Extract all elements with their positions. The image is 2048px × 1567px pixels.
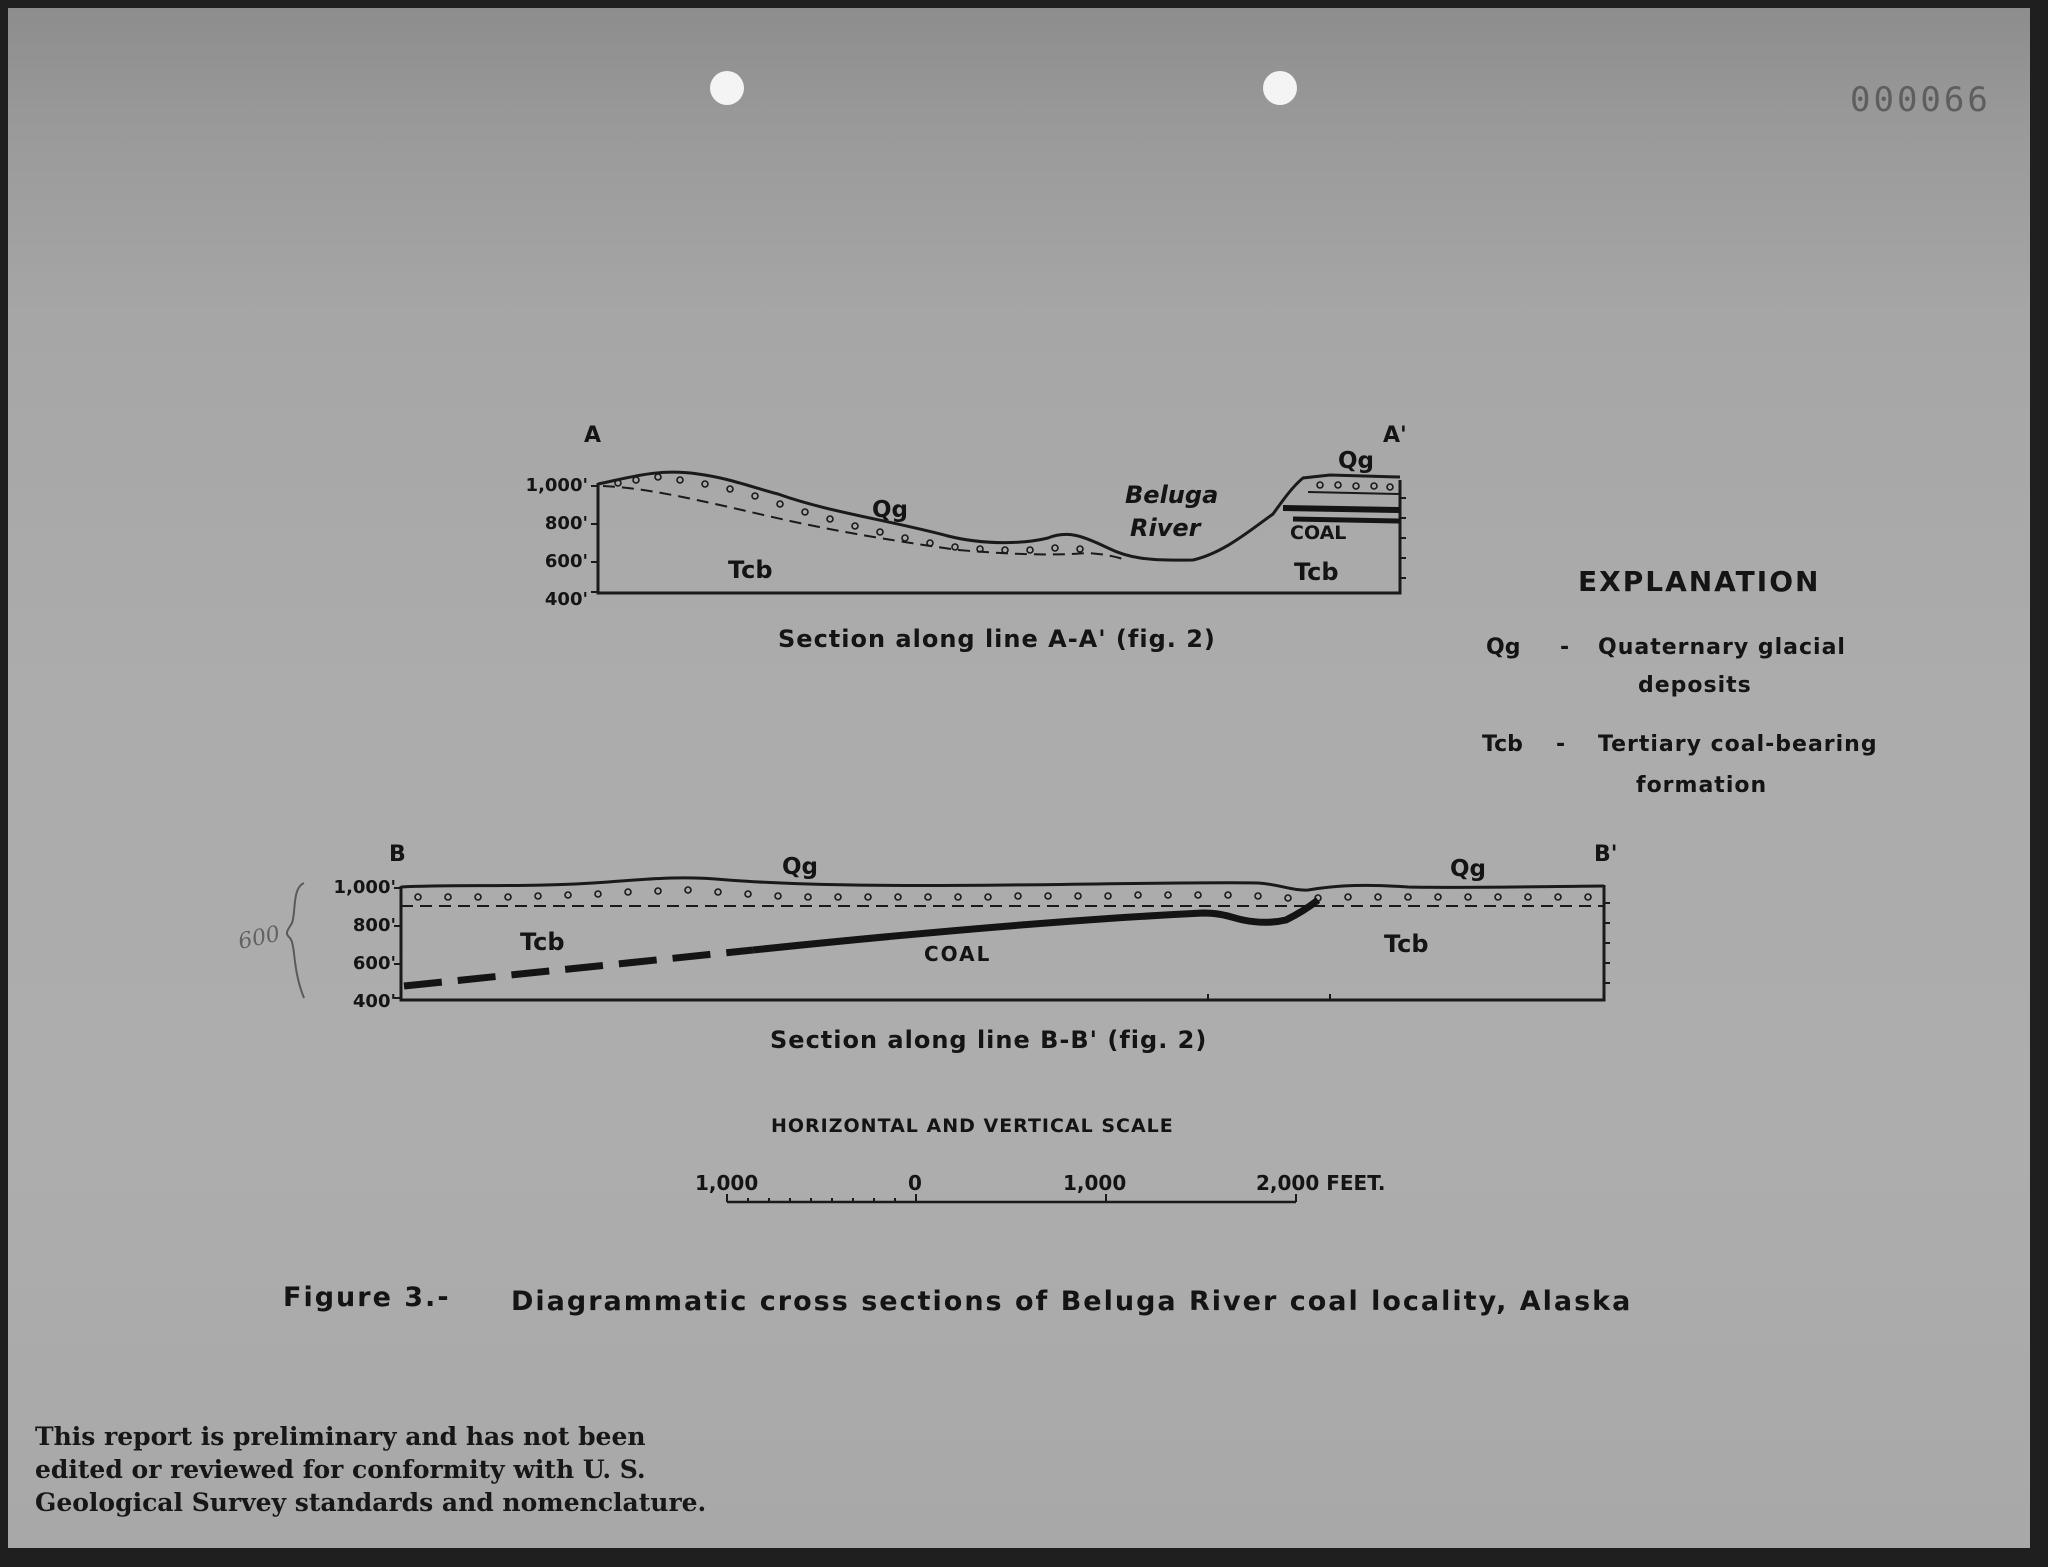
section-a-coal-seam-bottom [1293,519,1400,521]
legend-qg-dash: - [1560,635,1570,660]
section-b-coal-seam-inferred [404,950,753,986]
section-a-elev-800: 800' [544,513,588,534]
section-a-river-label-line1: Beluga [1125,481,1219,509]
section-b-tcb-left: Tcb [520,928,565,956]
section-b-end-label: B' [1594,842,1618,867]
section-a-qg-right: Qg [1338,448,1375,474]
section-b-qg-right: Qg [1450,856,1487,882]
section-a-coal-label: COAL [1290,522,1347,544]
section-b-margin-brace [287,883,304,998]
section-b-tcb-right: Tcb [1384,930,1429,958]
scale-bar [695,1115,1385,1202]
punch-hole-left [710,71,744,105]
legend-qg-line1: Quaternary glacial [1598,635,1846,660]
punch-hole-right [1263,71,1297,105]
section-a-qg-base [603,486,1123,559]
legend-qg-line2: deposits [1638,673,1752,698]
section-b-coal-seam [753,900,1318,950]
section-a-qg-base-right [1308,492,1400,494]
section-a-river-label-line2: River [1130,514,1201,542]
section-a-land-surface [598,472,1400,560]
section-b-margin-note: 600 [236,921,283,955]
section-a [526,423,1407,653]
explanation-title: EXPLANATION [1578,565,1821,598]
document-sheet [8,8,2030,1548]
section-b-elev-800: 800' [352,915,396,936]
section-b-elev-1000: 1,000' [333,877,396,898]
legend-qg-symbol: Qg [1486,635,1521,660]
section-a-qg-left: Qg [872,497,909,523]
section-b-elev-400: 400' [352,991,396,1012]
legend-tcb-dash: - [1556,732,1566,757]
legend-tcb-symbol: Tcb [1482,732,1523,757]
section-a-start-label: A [584,423,602,448]
scale-bar-title: HORIZONTAL AND VERTICAL SCALE [771,1115,1174,1137]
section-b-qg-left: Qg [782,854,819,880]
scale-label-1000-left: 1,000 [695,1171,759,1195]
section-b-gravel-pattern [415,887,1591,901]
section-a-tcb-left: Tcb [728,556,773,584]
legend-tcb-line2: formation [1636,773,1768,798]
scale-label-2000-feet: 2,000 FEET. [1256,1171,1386,1195]
legend-tcb-line1: Tertiary coal-bearing [1598,732,1878,757]
section-b [236,842,1617,1054]
section-b-elev-600: 600' [352,953,396,974]
section-b-coal-label: COAL [924,942,992,966]
page-number-stamp: 000066 [1850,80,1991,120]
figure-caption-label: Figure 3.- [283,1282,451,1313]
section-a-elev-1000: 1,000' [525,475,588,496]
section-a-tcb-right: Tcb [1294,558,1339,586]
section-b-caption: Section along line B-B' (fig. 2) [770,1026,1208,1054]
explanation-legend [1482,565,1878,798]
section-a-elev-600: 600' [544,551,588,572]
section-b-start-label: B [389,842,406,867]
section-a-elev-400: 400' [544,589,588,610]
section-a-caption: Section along line A-A' (fig. 2) [778,625,1216,653]
section-b-land-surface [401,878,1604,890]
scale-label-0: 0 [908,1171,922,1195]
section-a-end-label: A' [1383,423,1407,448]
cross-section-figure [8,8,2030,1548]
section-a-coal-seam-top [1283,508,1400,510]
figure-caption-text: Diagrammatic cross sections of Beluga River coal locality, Alaska [511,1286,1633,1317]
preliminary-report-note: This report is preliminary and has not been edited or reviewed for conformity with U. S. Geological Survey standards and nomenclature. [35,1422,707,1517]
scale-label-1000-right: 1,000 [1063,1171,1127,1195]
section-a-frame [598,480,1400,593]
